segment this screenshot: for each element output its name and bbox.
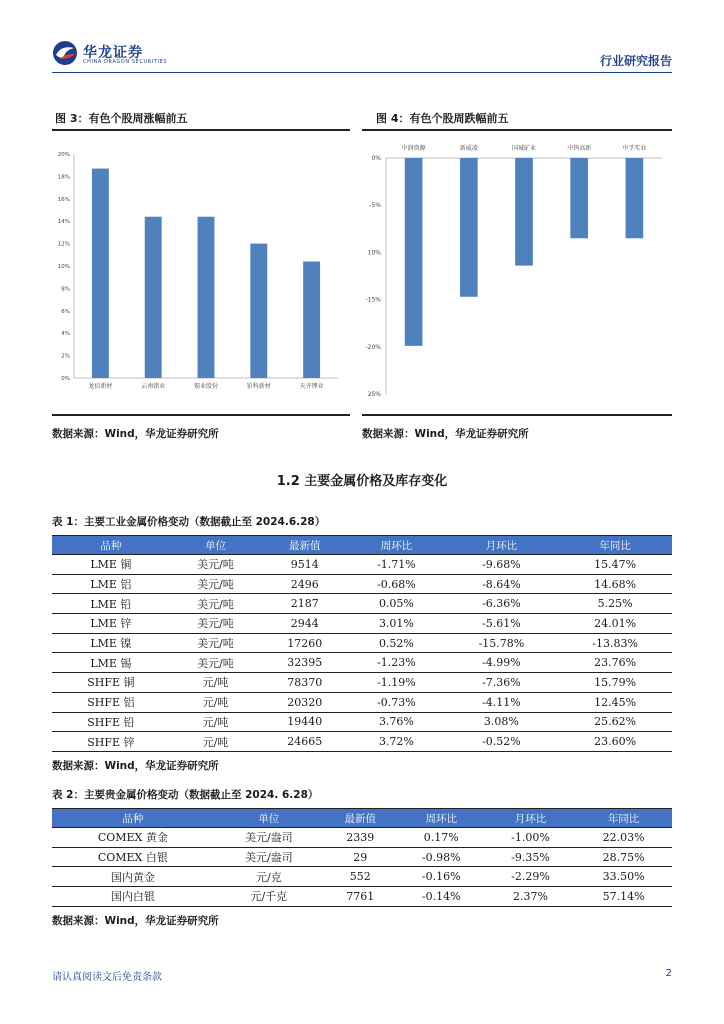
figure3-bottom-rule [52,414,350,416]
figure4-title: 图 4：有色个股周跌幅前五 [376,112,509,125]
y-tick-label: 0% [371,155,381,162]
table-cell: 美元/吨 [170,555,261,575]
y-tick-label: 12% [57,241,70,248]
figure4-source: 数据来源：Wind，华龙证券研究所 [362,428,529,440]
figure4-chart [362,138,672,408]
table-row [52,887,672,907]
table-cell: 3.76% [348,712,444,732]
y-tick-label: 6% [61,308,70,315]
table-cell: -9.35% [486,847,575,867]
table-cell: 美元/吨 [170,594,261,614]
table-cell: 29 [324,847,397,867]
table-cell: 0.05% [348,594,444,614]
table-row [52,594,672,614]
table-cell: COMEX 白银 [52,847,214,867]
column-header: 年同比 [558,536,672,555]
y-tick-label: 8% [61,286,70,293]
table-header-row [52,536,672,555]
table-cell: 2339 [324,828,397,848]
bar [515,158,533,266]
table-cell: 9514 [261,555,348,575]
table-cell: SHFE 铝 [52,692,170,712]
table-cell: 美元/盎司 [214,847,324,867]
table-row [52,574,672,594]
table-cell: 5.25% [558,594,672,614]
table-cell: 2187 [261,594,348,614]
table-cell: -0.68% [348,574,444,594]
x-tick-label: 中孚实业 [622,145,647,152]
table-row [52,633,672,653]
table-row [52,555,672,575]
table-cell: 15.47% [558,555,672,575]
table-cell: -15.78% [445,633,559,653]
figure3-chart [52,140,350,400]
table-cell: -4.99% [445,653,559,673]
table-cell: 2944 [261,614,348,634]
column-header: 最新值 [261,536,348,555]
table-cell: -13.83% [558,633,672,653]
table-cell: 3.08% [445,712,559,732]
y-tick-label: -15% [365,296,381,304]
y-tick-label: 14% [57,219,70,226]
table-cell: 国内黄金 [52,867,214,887]
bar [460,158,478,297]
table-cell: 23.60% [558,732,672,752]
page-header [52,40,672,74]
table-cell: -0.14% [397,887,486,907]
table-cell: 元/吨 [170,732,261,752]
table-cell: 17260 [261,633,348,653]
y-tick-label: 10% [367,249,381,257]
table-cell: 美元/吨 [170,574,261,594]
table1-source: 数据来源：Wind，华龙证券研究所 [52,760,219,772]
table-cell: LME 铅 [52,594,170,614]
table-row [52,732,672,752]
figure3-top-rule [52,129,350,131]
table-cell: 元/千克 [214,887,324,907]
table-cell: LME 铝 [52,574,170,594]
table-cell: 0.52% [348,633,444,653]
figure3-source: 数据来源：Wind，华龙证券研究所 [52,428,219,440]
x-tick-label: 国城矿业 [511,145,537,152]
column-header: 品种 [52,809,214,828]
table-cell: -1.00% [486,828,575,848]
y-tick-label: 20% [57,152,70,158]
bar [626,158,644,238]
table-cell: 元/吨 [170,673,261,693]
table-row [52,692,672,712]
y-tick-label: -5% [369,202,381,210]
table-cell: -8.64% [445,574,559,594]
table-cell: 15.79% [558,673,672,693]
figure3-title: 图 3：有色个股周涨幅前五 [55,112,188,125]
table-cell: -1.71% [348,555,444,575]
table-cell: SHFE 铅 [52,712,170,732]
bar [145,217,162,378]
table-cell: SHFE 锌 [52,732,170,752]
x-tick-label: 云南锗业 [141,383,166,390]
y-tick-label: 0% [61,376,70,382]
table-cell: -6.36% [445,594,559,614]
table-cell: -2.29% [486,867,575,887]
bar [198,217,215,378]
header-divider [52,72,672,73]
table-cell: 元/吨 [170,712,261,732]
table-cell: -1.23% [348,653,444,673]
table-cell: 美元/吨 [170,633,261,653]
table-cell: 7761 [324,887,397,907]
table-cell: 14.68% [558,574,672,594]
column-header: 周环比 [397,809,486,828]
table-cell: -0.52% [445,732,559,752]
y-tick-label: 16% [57,196,70,203]
industrial-metals-table [52,535,672,752]
table-row [52,673,672,693]
y-tick-label: 2% [61,353,70,360]
table-cell: 25.62% [558,712,672,732]
table-cell: COMEX 黄金 [52,828,214,848]
table1-title: 表 1：主要工业金属价格变动（数据截止至 2024.6.28） [52,516,326,528]
x-tick-label: 锡业股份 [193,383,219,390]
column-header: 月环比 [486,809,575,828]
table-cell: 美元/盎司 [214,828,324,848]
table-cell: LME 锌 [52,614,170,634]
table-header-row [52,809,672,828]
bar [570,158,588,238]
x-tick-label: 天齐锂业 [299,383,324,390]
table-cell: 2.37% [486,887,575,907]
table-cell: 24665 [261,732,348,752]
table-cell: 元/克 [214,867,324,887]
column-header: 最新值 [324,809,397,828]
table2-source: 数据来源：Wind，华龙证券研究所 [52,915,219,927]
y-tick-label: -20% [365,343,381,351]
table-cell: 32395 [261,653,348,673]
table-cell: 20320 [261,692,348,712]
x-tick-label: 新威凌 [459,145,478,152]
table-cell: 0.17% [397,828,486,848]
table-cell: -5.61% [445,614,559,634]
table-cell: -1.19% [348,673,444,693]
precious-metals-table [52,808,672,907]
table-cell: -4.11% [445,692,559,712]
column-header: 单位 [170,536,261,555]
figure4-bottom-rule [362,414,672,416]
y-tick-label: 25% [367,391,381,398]
page-number: 2 [665,968,672,979]
bar [92,169,109,378]
table-cell: -9.68% [445,555,559,575]
company-name: 华龙证券 [83,45,143,61]
table-cell: LME 镍 [52,633,170,653]
table-cell: 12.45% [558,692,672,712]
table-row [52,847,672,867]
bar [405,158,423,346]
table-cell: 24.01% [558,614,672,634]
table-cell: 552 [324,867,397,887]
x-tick-label: 中钨高新 [567,145,592,152]
table-cell: 元/吨 [170,692,261,712]
company-name-en: CHINA DRAGON SECURITIES [83,59,168,65]
table-cell: -7.36% [445,673,559,693]
table-cell: 28.75% [575,847,672,867]
table-row [52,828,672,848]
y-tick-label: 4% [61,331,70,338]
table-cell: 3.72% [348,732,444,752]
table-row [52,867,672,887]
table-cell: -0.73% [348,692,444,712]
table-cell: 美元/吨 [170,614,261,634]
company-logo-icon [52,40,78,66]
table-cell: 2496 [261,574,348,594]
x-tick-label: 龙佰新材 [88,383,113,390]
table2-title: 表 2：主要贵金属价格变动（数据截止至 2024. 6.28） [52,789,319,801]
table-cell: LME 铜 [52,555,170,575]
table-cell: -0.16% [397,867,486,887]
y-tick-label: 18% [57,174,70,181]
disclaimer-note: 请认真阅读文后免责条款 [52,972,162,983]
x-tick-label: 中润资源 [401,145,426,152]
table-cell: 美元/吨 [170,653,261,673]
column-header: 单位 [214,809,324,828]
table-cell: 3.01% [348,614,444,634]
report-type: 行业研究报告 [599,54,672,68]
figure4-top-rule [362,129,672,131]
table-cell: SHFE 铜 [52,673,170,693]
table-cell: LME 锡 [52,653,170,673]
table-row [52,614,672,634]
column-header: 月环比 [445,536,559,555]
column-header: 品种 [52,536,170,555]
x-tick-label: 铂科新材 [246,383,271,390]
bar [250,244,267,378]
column-header: 周环比 [348,536,444,555]
y-tick-label: 10% [57,264,70,270]
bar [303,262,320,378]
column-header: 年同比 [575,809,672,828]
table-cell: 23.76% [558,653,672,673]
table-row [52,712,672,732]
table-cell: 33.50% [575,867,672,887]
table-cell: 57.14% [575,887,672,907]
section-title: 1.2 主要金属价格及库存变化 [276,474,448,489]
table-cell: 国内白银 [52,887,214,907]
table-cell: 22.03% [575,828,672,848]
table-cell: -0.98% [397,847,486,867]
table-cell: 78370 [261,673,348,693]
table-cell: 19440 [261,712,348,732]
table-row [52,653,672,673]
